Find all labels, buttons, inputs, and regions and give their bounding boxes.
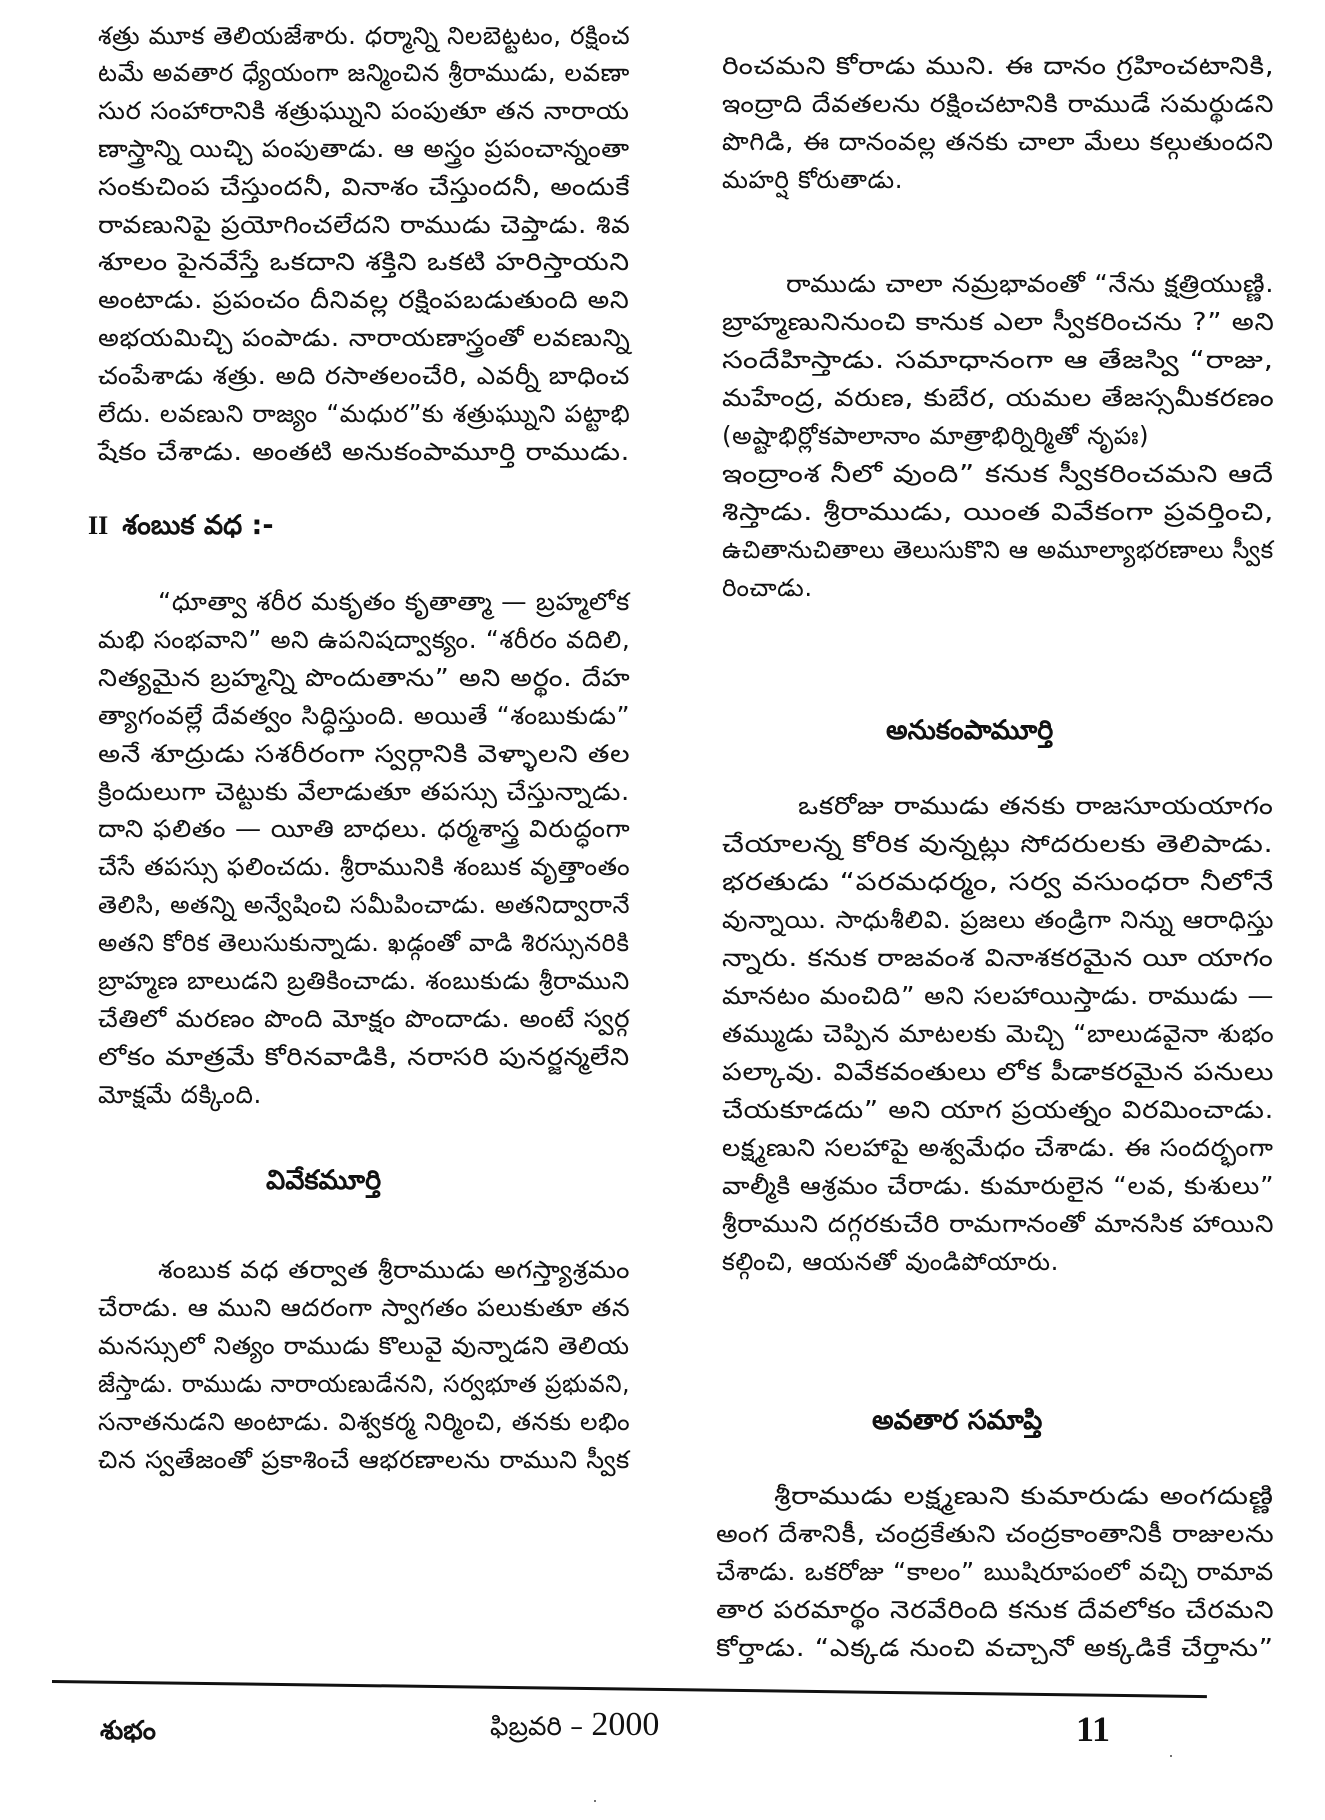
text-line: మహేంద్ర, వరుణ, కుబేర, యమల తేజస్సమీకరణం xyxy=(722,383,1275,412)
text-line: అనే శూద్రుడు సశరీరంగా స్వర్గానికి వెళ్ళాలని తల xyxy=(98,739,631,768)
text-line: మనస్సులో నిత్యం రాముడు కొలువై వున్నాడని తెలియ xyxy=(98,1331,630,1360)
section-number: II xyxy=(88,511,109,540)
text-line: అంగ దేశానికీ, చంద్రకేతుని చంద్రకాంతానికీ రాజులను xyxy=(716,1519,1275,1548)
text-line: చేశాడు. ఒకరోజు “కాలం” ఋషిరూపంలో వచ్చి రామావ xyxy=(716,1557,1274,1586)
text-line: మభి సంభవాని” అని ఉపనిషద్వాక్యం. “శరీరం వదిలి, xyxy=(98,625,631,654)
text-line: జేస్తాడు. రాముడు నారాయణుడేనని, సర్వభూత ప్రభువని, xyxy=(98,1369,631,1398)
text-line: శత్రు మూక తెలియజేశారు. ధర్మాన్ని నిలబెట్టటం, రక్షించ xyxy=(98,21,631,50)
scan-speck xyxy=(594,1800,596,1802)
text-line: ఒకరోజు రాముడు తనకు రాజసూయయాగం xyxy=(798,791,1274,820)
page-number: 11 xyxy=(1076,1709,1111,1749)
text-line: పల్కావు. వివేకవంతులు లోక పీడాకరమైన పనులు xyxy=(722,1057,1275,1086)
text-line: శ్రీరాముని దగ్గరకుచేరి రామగానంతో మానసిక హాయిని xyxy=(722,1209,1275,1238)
text-line: చేసే తపస్సు ఫలించదు. శ్రీరామునికి శంబుక వృత్తాంతం xyxy=(98,852,631,881)
text-line: ఇంద్రాది దేవతలను రక్షించటానికి రాముడే సమర్థుడని xyxy=(722,89,1275,118)
text-line: తెలిసి, అతన్ని అన్వేషించి సమీపించాడు. అతనిద్వారానే xyxy=(98,890,631,919)
text-line: మానటం మంచిది” అని సలహాయిస్తాడు. రాముడు — xyxy=(722,981,1275,1010)
footer-rule xyxy=(52,1680,1207,1698)
text-line: మోక్షమే దక్కింది. xyxy=(98,1080,262,1109)
text-line: షేకం చేశాడు. అంతటి అనుకంపామూర్తి రాముడు. xyxy=(98,437,631,466)
text-line: చేయాలన్న కోరిక వున్నట్లు సోదరులకు తెలిపాడు. xyxy=(722,829,1274,858)
text-line: శంబుక వధ తర్వాత శ్రీరాముడు అగస్త్యాశ్రమం xyxy=(158,1255,631,1284)
text-line: చేతిలో మరణం పొంది మోక్షం పొందాడు. అంటే స్వర్గ xyxy=(98,1004,631,1033)
text-line: లక్ష్మణుని సలహాపై అశ్వమేధం చేశాడు. ఈ సందర్భంగా xyxy=(722,1133,1274,1162)
text-line: ఇంద్రాంశ నీలో వుంది” కనుక స్వీకరించమని ఆదే xyxy=(722,459,1274,488)
text-line: లోకం మాత్రమే కోరినవాడికి, నరాసరి పునర్జన్మలేని xyxy=(98,1042,630,1071)
text-line: అతని కోరిక తెలుసుకున్నాడు. ఖడ్గంతో వాడి శిరస్సునరికి xyxy=(98,928,630,957)
text-line: వాల్మీకి ఆశ్రమం చేరాడు. కుమారులైన “లవ, కుశులు” xyxy=(722,1171,1275,1200)
text-line: చేరాడు. ఆ ముని ఆదరంగా స్వాగతం పలుకుతూ తన xyxy=(98,1293,631,1322)
text-line: న్నారు. కనుక రాజవంశ వినాశకరమైన యీ యాగం xyxy=(722,943,1274,972)
section-title: శంబుక వధ :- xyxy=(122,510,274,541)
scan-speck xyxy=(1170,1755,1172,1757)
text-line: చేయకూడదు” అని యాగ ప్రయత్నం విరమించాడు. xyxy=(722,1095,1274,1124)
text-line: చిన స్వతేజంతో ప్రకాశించే ఆభరణాలను రాముని స్వీక xyxy=(98,1445,630,1474)
text-line: సనాతనుడని అంటాడు. విశ్వకర్మ నిర్మించి, తనకు లభిం xyxy=(98,1407,631,1436)
text-line: సంకుచింప చేస్తుందనీ, వినాశం చేస్తుందనీ, అందుకే xyxy=(98,172,631,201)
text-line: త్యాగంవల్లే దేవత్వం సిద్ధిస్తుంది. అయితే “శంబుకుడు” xyxy=(98,701,631,730)
section-heading-vivekamurti: వివేకమూర్తి xyxy=(266,1165,382,1196)
text-line: (అష్టాభిర్లోకపాలానాం మాత్రాభిర్నిర్మితో నృపః) xyxy=(722,421,1150,450)
section-heading-anukampamurti: అనుకంపామూర్తి xyxy=(886,715,1054,746)
issue-date xyxy=(490,1706,659,1748)
text-line: శూలం పైనవేస్తే ఒకదాని శక్తిని ఒకటి హరిస్తాయని xyxy=(98,247,630,276)
text-line: కల్గించి, ఆయనతో వుండిపోయారు. xyxy=(722,1247,1059,1276)
text-line: పొగిడి, ఈ దానంవల్ల తనకు చాలా మేలు కల్గుతుందని xyxy=(722,127,1274,156)
text-line: బ్రాహ్మణునినుంచి కానుక ఎలా స్వీకరించను ?” అని xyxy=(722,307,1275,336)
section-heading-avatara-samapti: అవతార సమాప్తి xyxy=(872,1405,1043,1436)
text-line: ణాస్త్రాన్ని యిచ్చి పంపుతాడు. ఆ అస్త్రం ప్రపంచాన్నంతా xyxy=(98,134,630,163)
text-line: రావణునిపై ప్రయోగించలేదని రాముడు చెప్తాడు. శివ xyxy=(98,210,631,239)
text-line: ఉచితానుచితాలు తెలుసుకొని ఆ అమూల్యాభరణాలు స్వీక xyxy=(722,535,1274,564)
text-line: తార పరమార్థం నెరవేరింది కనుక దేవలోకం చేరమని xyxy=(716,1595,1275,1624)
text-line: మహర్షి కోరుతాడు. xyxy=(722,165,904,194)
text-line: శ్రీరాముడు లక్ష్మణుని కుమారుడు అంగదుణ్ణి xyxy=(774,1481,1274,1510)
text-line: శిస్తాడు. శ్రీరాముడు, యింత వివేకంగా ప్రవర్తించి, xyxy=(722,497,1275,526)
text-line: అంటాడు. ప్రపంచం దీనివల్ల రక్షింపబడుతుంది అని xyxy=(98,285,630,314)
issue-month: ఫిబ్రవరి – xyxy=(490,1712,584,1742)
issue-year: 2000 xyxy=(591,1706,660,1743)
text-line: సుర సంహారానికి శత్రుఘ్నుని పంపుతూ తన నారాయ xyxy=(98,96,630,125)
text-line: దాని ఫలితం — యీతి బాధలు. ధర్మశాస్త్ర విరుద్ధంగా xyxy=(98,814,631,843)
text-line: రించాడు. xyxy=(722,573,813,602)
text-line: అభయమిచ్చి పంపాడు. నారాయణాస్త్రంతో లవణున్ని xyxy=(98,323,631,352)
section-heading-shambuka-vadha xyxy=(88,509,274,543)
text-line: బ్రాహ్మణ బాలుడని బ్రతికించాడు. శంబుకుడు శ్రీరాముని xyxy=(98,966,630,995)
text-line: లేదు. లవణుని రాజ్యం “మధుర”కు శత్రుఘ్నుని పట్టాభి xyxy=(98,399,631,428)
text-line: “ధూత్వా శరీర మకృతం కృతాత్మా — బ్రహ్మలోక xyxy=(158,587,630,616)
text-line: టమే అవతార ధ్యేయంగా జన్మించిన శ్రీరాముడు, లవణా xyxy=(98,58,630,87)
magazine-name: శుభం xyxy=(100,1716,156,1746)
text-line: క్రిందులుగా చెట్టుకు వేలాడుతూ తపస్సు చేస్తున్నాడు. xyxy=(98,777,630,806)
text-line: తమ్ముడు చెప్పిన మాటలకు మెచ్చి “బాలుడవైనా శుభం xyxy=(722,1019,1275,1048)
text-line: వున్నాయి. సాధుశీలివి. ప్రజలు తండ్రిగా నిన్ను ఆరాధిస్తు xyxy=(722,905,1275,934)
text-line: భరతుడు “పరమధర్మం, సర్వ వసుంధరా నీలోనే xyxy=(722,867,1274,896)
text-line: కోర్తాడు. “ఎక్కడ నుంచి వచ్చానో అక్కడికే చేర్తాను” xyxy=(716,1633,1274,1662)
text-line: నిత్యమైన బ్రహ్మన్ని పొందుతాను” అని అర్థం. దేహ xyxy=(98,663,631,692)
text-line: సందేహిస్తాడు. సమాధానంగా ఆ తేజస్వి “రాజు, xyxy=(722,345,1274,374)
text-line: చంపేశాడు శత్రు. అది రసాతలంచేరి, ఎవర్నీ బాధించ xyxy=(98,361,631,390)
text-line: రాముడు చాలా నమ్రభావంతో “నేను క్షత్రియుణ్ణి. xyxy=(786,269,1275,298)
text-line: రించమని కోరాడు ముని. ఈ దానం గ్రహించటానికి, xyxy=(722,51,1275,80)
